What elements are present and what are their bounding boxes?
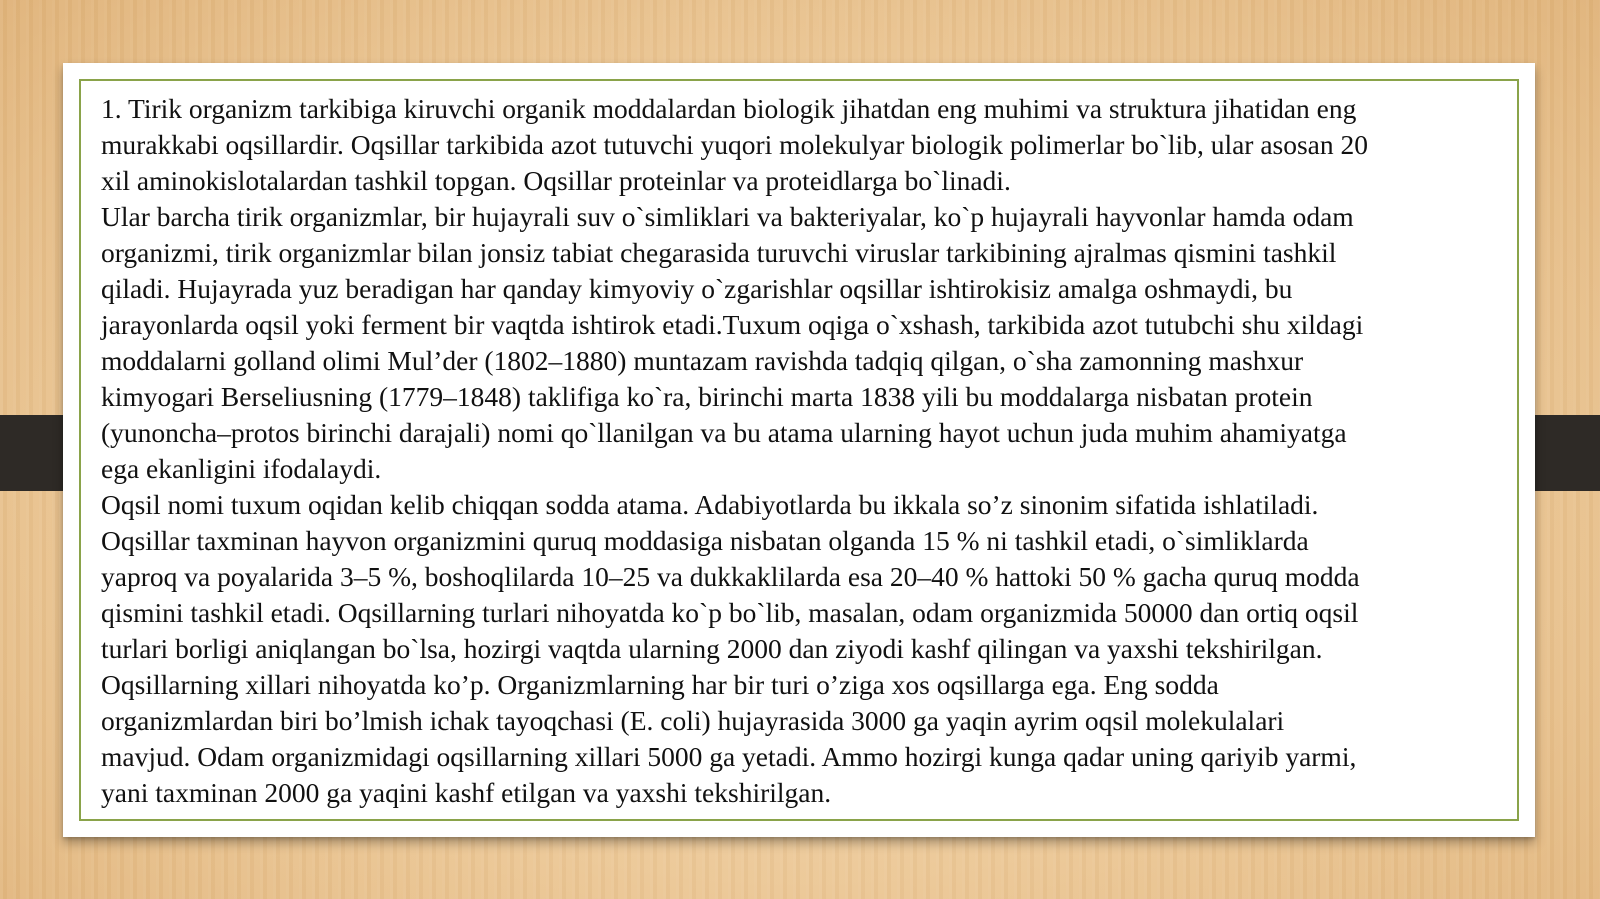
text-line: Oqsillarning xillari nihoyatda ko’p. Organizmlarning har bir turi o’ziga xos oqsillarga ega. Eng sodda xyxy=(101,669,1219,700)
text-line: qismini tashkil etadi. Oqsillarning turlari nihoyatda ko`p bo`lib, masalan, odam organizmida 50000 dan ortiq oqsil xyxy=(101,597,1359,628)
text-line: (yunoncha–protos birinchi darajali) nomi qo`llanilgan va bu atama ularning hayot uchun juda muhim ahamiyatga xyxy=(101,417,1347,448)
text-line: Oqsil nomi tuxum oqidan kelib chiqqan sodda atama. Adabiyotlarda bu ikkala so’z sinonim sifatida ishlatiladi. xyxy=(101,489,1319,520)
text-line: moddalarni golland olimi Mul’der (1802–1880) muntazam ravishda tadqiq qilgan, o`sha zamonning mashxur xyxy=(101,345,1304,376)
text-line: 1. Tirik organizm tarkibiga kiruvchi organik moddalardan biologik jihatdan eng muhimi va struktura jihatidan eng xyxy=(101,93,1357,124)
text-line: organizmi, tirik organizmlar bilan jonsiz tabiat chegarasida turuvchi viruslar tarkibining ajralmas qismini tashkil xyxy=(101,237,1337,268)
text-line: kimyogari Berseliusning (1779–1848) taklifiga ko`ra, birinchi marta 1838 yili bu moddalarga nisbatan protein xyxy=(101,381,1313,412)
text-line: ega ekanligini ifodalaydi. xyxy=(101,453,382,484)
text-line: Ular barcha tirik organizmlar, bir hujayrali suv o`simliklari va bakteriyalar, ko`p hujayrali hayvonlar hamda odam xyxy=(101,201,1354,232)
text-line: Oqsillar taxminan hayvon organizmini quruq moddasiga nisbatan olganda 15 % ni tashkil etadi, o`simliklarda xyxy=(101,525,1309,556)
text-line: jarayonlarda oqsil yoki ferment bir vaqtda ishtirok etadi.Tuxum oqiga o`xshash, tarkibida azot tutubchi shu xildagi xyxy=(101,309,1364,340)
slide-text-body xyxy=(101,91,1501,811)
text-line: xil aminokislotalardan tashkil topgan. Oqsillar proteinlar va proteidlarga bo`linadi. xyxy=(101,165,1011,196)
text-line: turlari borligi aniqlangan bo`lsa, hozirgi vaqtda ularning 2000 dan ziyodi kashf qilingan va yaxshi tekshirilgan. xyxy=(101,633,1323,664)
text-line: yaproq va poyalarida 3–5 %, boshoqlilarda 10–25 va dukkaklilarda esa 20–40 % hattoki 50 % gacha quruq modda xyxy=(101,561,1360,592)
text-line: qiladi. Hujayrada yuz beradigan har qanday kimyoviy o`zgarishlar oqsillar ishtirokisiz amalga oshmaydi, bu xyxy=(101,273,1293,304)
slide-card xyxy=(63,63,1535,837)
text-line: yani taxminan 2000 ga yaqini kashf etilgan va yaxshi tekshirilgan. xyxy=(101,777,832,808)
text-line: mavjud. Odam organizmidagi oqsillarning xillari 5000 ga yetadi. Ammo hozirgi kunga qadar uning qariyib yarmi, xyxy=(101,741,1357,772)
text-line: murakkabi oqsillardir. Oqsillar tarkibida azot tutuvchi yuqori molekulyar biologik polimerlar bo`lib, ular asosan 20 xyxy=(101,129,1369,160)
text-line: organizmlardan biri bo’lmish ichak tayoqchasi (E. coli) hujayrasida 3000 ga yaqin ayrim oqsil molekulalari xyxy=(101,705,1285,736)
